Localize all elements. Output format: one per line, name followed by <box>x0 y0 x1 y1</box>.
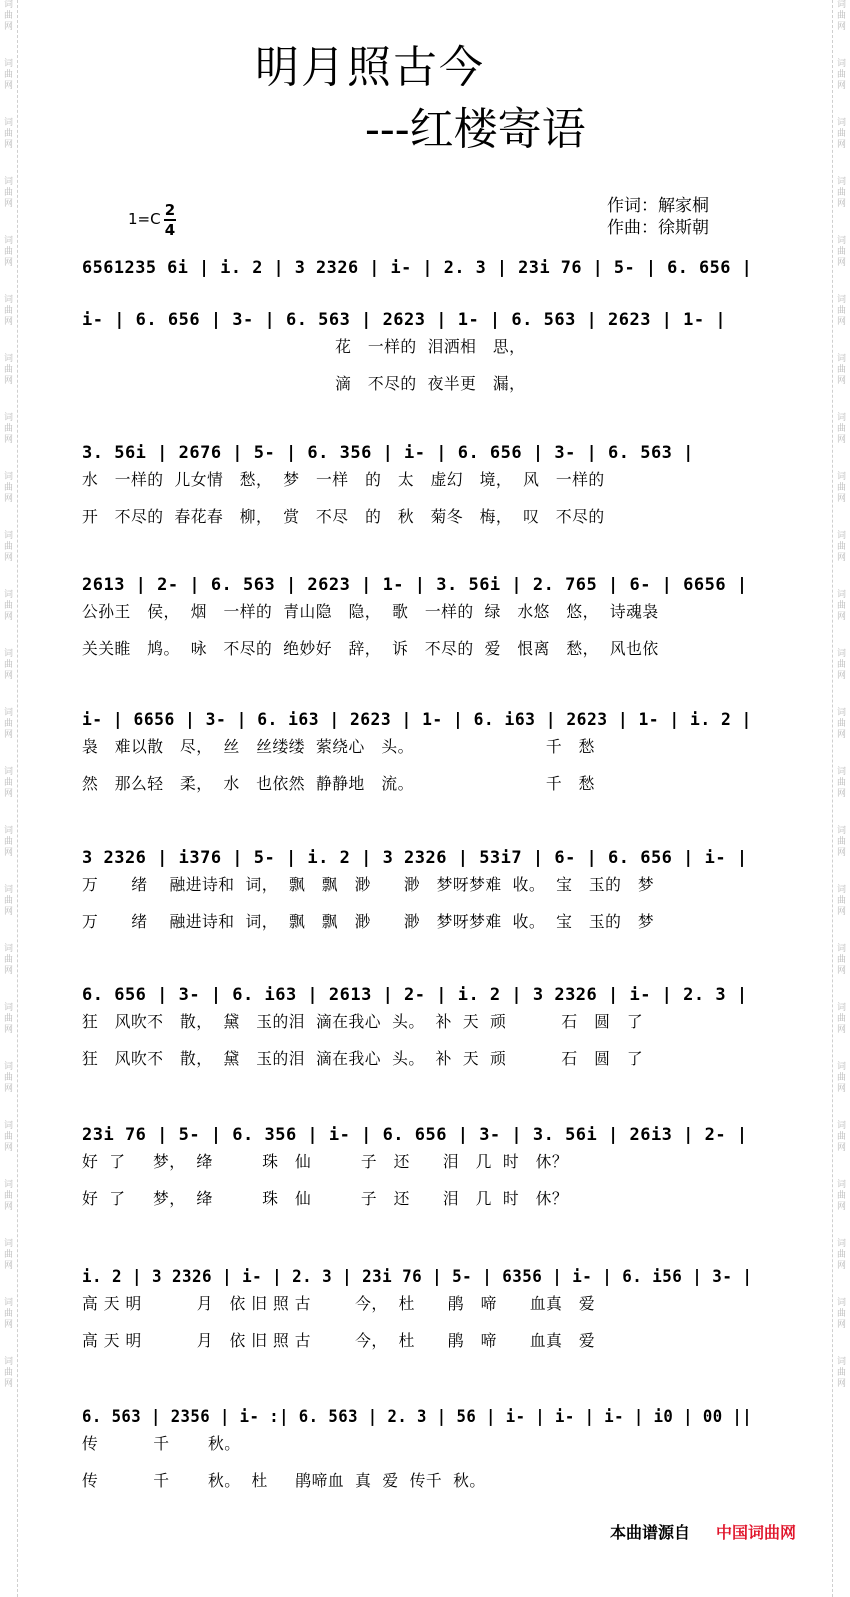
credits <box>607 195 709 239</box>
right-watermark-unit <box>837 59 846 92</box>
watermark-char: 曲 <box>3 1073 13 1083</box>
lyric-line-verse-2: 滴 不尽的 夜半更 漏， <box>82 374 526 393</box>
watermark-char: 网 <box>836 671 846 681</box>
watermark-char: 曲 <box>836 1132 846 1142</box>
song-title: 明月照古今 <box>255 42 485 93</box>
watermark-char: 词 <box>3 59 13 69</box>
watermark-char: 网 <box>3 81 13 91</box>
left-watermark-unit <box>4 295 13 328</box>
watermark-char: 网 <box>3 730 13 740</box>
watermark-char: 网 <box>3 553 13 563</box>
watermark-char: 词 <box>3 649 13 659</box>
left-watermark-unit <box>4 531 13 564</box>
right-watermark-unit <box>837 1180 846 1213</box>
notation-row <box>82 980 762 1010</box>
watermark-char: 曲 <box>3 1309 13 1319</box>
watermark-char: 词 <box>836 118 846 128</box>
watermark-char: 词 <box>836 590 846 600</box>
watermark-char: 词 <box>836 354 846 364</box>
watermark-char: 曲 <box>836 188 846 198</box>
watermark-char: 词 <box>3 1357 13 1367</box>
watermark-char: 网 <box>836 848 846 858</box>
watermark-char: 网 <box>836 553 846 563</box>
watermark-char: 词 <box>3 1121 13 1131</box>
watermark-char: 网 <box>836 1202 846 1212</box>
lyric-line-verse-1: 狂 风吹不 散， 黛 玉的泪 滴在我心 头。 补 天 顽 石 圆 了 <box>82 1012 644 1031</box>
left-watermark-unit <box>4 1062 13 1095</box>
watermark-char: 词 <box>3 1062 13 1072</box>
watermark-char: 曲 <box>836 1368 846 1378</box>
watermark-char: 网 <box>836 494 846 504</box>
watermark-char: 网 <box>3 22 13 32</box>
watermark-char: 词 <box>3 118 13 128</box>
left-watermark-unit <box>4 944 13 977</box>
notation-line: 6. 563 | 2356 | i- :| 6. 563 | 2. 3 | 56 | i- | i- | i- | i0 | 00 || <box>82 1407 753 1427</box>
watermark-char: 词 <box>3 1239 13 1249</box>
watermark-char: 词 <box>3 295 13 305</box>
right-watermark-unit <box>837 944 846 977</box>
lyric-line-verse-1: 袅 难以散 尽， 丝 丝缕缕 萦绕心 头。 千 愁 <box>82 737 595 756</box>
lyric-line-verse-1: 水 一样的 儿女情 愁， 梦 一样 的 太 虚幻 境， 风 一样的 <box>82 470 605 489</box>
watermark-char: 词 <box>3 413 13 423</box>
site-name-link[interactable]: 中国词曲网 <box>716 1523 797 1542</box>
watermark-char: 网 <box>3 1379 13 1389</box>
notation-line: 3. 56i | 2676 | 5- | 6. 356 | i- | 6. 656 | 3- | 6. 563 | <box>82 443 694 463</box>
right-watermark-unit <box>837 531 846 564</box>
watermark-char: 词 <box>836 177 846 187</box>
watermark-char: 词 <box>3 590 13 600</box>
watermark-char: 曲 <box>3 129 13 139</box>
watermark-char: 词 <box>836 767 846 777</box>
watermark-char: 词 <box>836 885 846 895</box>
watermark-char: 网 <box>3 258 13 268</box>
left-watermark-unit <box>4 59 13 92</box>
right-watermark-unit <box>837 354 846 387</box>
watermark-char: 曲 <box>836 955 846 965</box>
watermark-char: 词 <box>3 767 13 777</box>
watermark-char: 曲 <box>3 1368 13 1378</box>
right-watermark-unit <box>837 1121 846 1154</box>
left-watermark-unit <box>4 354 13 387</box>
watermark-char: 词 <box>3 708 13 718</box>
right-watermark-unit <box>837 118 846 151</box>
watermark-char: 网 <box>836 199 846 209</box>
watermark-char: 词 <box>836 531 846 541</box>
right-watermark-unit <box>837 708 846 741</box>
notation-row <box>82 305 762 335</box>
watermark-char: 网 <box>836 730 846 740</box>
left-watermark-unit <box>4 826 13 859</box>
notation-row <box>82 1262 762 1292</box>
notation-line: 6. 656 | 3- | 6. i63 | 2613 | 2- | i. 2 | 3 2326 | i- | 2. 3 | <box>82 985 748 1005</box>
left-watermark-unit <box>4 177 13 210</box>
watermark-char: 曲 <box>836 1191 846 1201</box>
watermark-char: 曲 <box>3 483 13 493</box>
left-watermark-unit <box>4 118 13 151</box>
watermark-char: 网 <box>836 1379 846 1389</box>
right-watermark-unit <box>837 649 846 682</box>
watermark-char: 网 <box>836 966 846 976</box>
right-watermark-unit <box>837 413 846 446</box>
watermark-char: 词 <box>836 944 846 954</box>
watermark-char: 曲 <box>836 896 846 906</box>
notation-row <box>82 438 762 468</box>
watermark-char: 曲 <box>836 306 846 316</box>
watermark-char: 曲 <box>3 1250 13 1260</box>
right-watermark-unit <box>837 236 846 269</box>
right-watermark-unit <box>837 590 846 623</box>
watermark-char: 词 <box>836 0 846 10</box>
right-watermark-unit <box>837 177 846 210</box>
watermark-char: 网 <box>3 1261 13 1271</box>
watermark-char: 词 <box>836 649 846 659</box>
lyric-line-verse-2: 传 千 秋。 杜 鹃啼血 真 爱 传千 秋。 <box>82 1471 486 1490</box>
watermark-char: 曲 <box>3 719 13 729</box>
right-watermark-unit <box>837 0 846 33</box>
left-watermark-unit <box>4 1298 13 1331</box>
watermark-char: 网 <box>3 848 13 858</box>
watermark-char: 词 <box>3 0 13 10</box>
watermark-char: 曲 <box>3 896 13 906</box>
lyric-line-verse-2: 然 那么轻 柔， 水 也依然 静静地 流。 千 愁 <box>82 774 595 793</box>
watermark-char: 曲 <box>3 837 13 847</box>
watermark-char: 曲 <box>3 955 13 965</box>
watermark-char: 词 <box>836 1180 846 1190</box>
left-watermark-unit <box>4 472 13 505</box>
watermark-char: 词 <box>836 1003 846 1013</box>
watermark-char: 曲 <box>3 1014 13 1024</box>
notation-row <box>82 1402 762 1432</box>
left-watermark-unit <box>4 1357 13 1390</box>
watermark-char: 曲 <box>836 1073 846 1083</box>
lyric-line-verse-1: 公孙王 侯， 烟 一样的 青山隐 隐， 歌 一样的 绿 水悠 悠， 诗魂袅 <box>82 602 659 621</box>
right-watermark-strip <box>832 0 850 1597</box>
watermark-char: 词 <box>836 236 846 246</box>
lyricist-credit: 作词：解家桐 <box>607 196 709 216</box>
right-watermark-unit <box>837 767 846 800</box>
notation-line: i- | 6. 656 | 3- | 6. 563 | 2623 | 1- | 6. 563 | 2623 | 1- | <box>82 310 727 330</box>
watermark-char: 词 <box>3 177 13 187</box>
watermark-char: 词 <box>3 885 13 895</box>
watermark-char: 曲 <box>3 247 13 257</box>
watermark-char: 曲 <box>836 778 846 788</box>
watermark-char: 网 <box>3 907 13 917</box>
watermark-char: 曲 <box>3 306 13 316</box>
watermark-char: 词 <box>836 472 846 482</box>
song-subtitle: ---红楼寄语 <box>365 104 586 155</box>
watermark-char: 网 <box>3 317 13 327</box>
watermark-char: 曲 <box>836 247 846 257</box>
watermark-char: 网 <box>3 140 13 150</box>
watermark-char: 曲 <box>836 129 846 139</box>
left-watermark-unit <box>4 649 13 682</box>
watermark-char: 曲 <box>836 1309 846 1319</box>
watermark-char: 曲 <box>836 601 846 611</box>
watermark-char: 网 <box>836 789 846 799</box>
right-watermark-unit <box>837 1003 846 1036</box>
watermark-char: 网 <box>3 1320 13 1330</box>
watermark-char: 词 <box>836 1239 846 1249</box>
watermark-char: 网 <box>3 1084 13 1094</box>
watermark-char: 词 <box>836 708 846 718</box>
notation-line: 23i 76 | 5- | 6. 356 | i- | 6. 656 | 3- | 3. 56i | 26i3 | 2- | <box>82 1125 748 1145</box>
time-signature <box>164 202 176 238</box>
time-denominator: 4 <box>164 221 176 239</box>
watermark-char: 网 <box>836 1320 846 1330</box>
watermark-char: 曲 <box>3 778 13 788</box>
watermark-char: 曲 <box>836 1014 846 1024</box>
watermark-char: 网 <box>836 612 846 622</box>
left-watermark-strip <box>0 0 18 1597</box>
notation-line: 3 2326 | i376 | 5- | i. 2 | 3 2326 | 53i7 | 6- | 6. 656 | i- | <box>82 848 748 868</box>
watermark-char: 网 <box>836 435 846 445</box>
left-watermark-unit <box>4 236 13 269</box>
lyric-line-verse-1: 好 了 梦， 绛 珠 仙 子 还 泪 几 时 休？ <box>82 1152 569 1171</box>
watermark-char: 曲 <box>836 660 846 670</box>
lyric-line-verse-2: 狂 风吹不 散， 黛 玉的泪 滴在我心 头。 补 天 顽 石 圆 了 <box>82 1049 644 1068</box>
lyric-line-verse-2: 高 天 明 月 依 旧 照 古 今， 杜 鹃 啼 血真 爱 <box>82 1331 596 1350</box>
watermark-char: 网 <box>836 1261 846 1271</box>
notation-row <box>82 253 762 283</box>
time-numerator: 2 <box>164 201 176 219</box>
watermark-char: 网 <box>836 258 846 268</box>
watermark-char: 词 <box>3 531 13 541</box>
watermark-char: 网 <box>836 907 846 917</box>
watermark-char: 曲 <box>836 719 846 729</box>
watermark-char: 网 <box>836 81 846 91</box>
watermark-char: 曲 <box>3 542 13 552</box>
left-watermark-unit <box>4 885 13 918</box>
lyric-line-verse-1: 万 绪 融进诗和 词， 飘 飘 渺 渺 梦呀梦难 收。 宝 玉的 梦 <box>82 875 655 894</box>
left-watermark-unit <box>4 1239 13 1272</box>
watermark-char: 词 <box>836 826 846 836</box>
notation-line: 6561235 6i | i. 2 | 3 2326 | i- | 2. 3 | 23i 76 | 5- | 6. 656 | <box>82 258 753 278</box>
watermark-char: 曲 <box>3 1132 13 1142</box>
right-watermark-unit <box>837 472 846 505</box>
composer-credit: 作曲：徐斯朝 <box>607 218 709 238</box>
watermark-char: 词 <box>3 1003 13 1013</box>
watermark-char: 网 <box>3 789 13 799</box>
watermark-char: 曲 <box>3 660 13 670</box>
lyric-line-verse-2: 开 不尽的 春花春 柳， 赏 不尽 的 秋 菊冬 梅， 叹 不尽的 <box>82 507 605 526</box>
notation-line: i. 2 | 3 2326 | i- | 2. 3 | 23i 76 | 5- | 6356 | i- | 6. i56 | 3- | <box>82 1267 753 1287</box>
watermark-char: 曲 <box>836 1250 846 1260</box>
watermark-char: 曲 <box>836 483 846 493</box>
watermark-char: 网 <box>3 671 13 681</box>
watermark-char: 网 <box>836 317 846 327</box>
watermark-char: 词 <box>3 354 13 364</box>
notation-row <box>82 705 762 735</box>
watermark-char: 网 <box>836 376 846 386</box>
watermark-char: 曲 <box>836 365 846 375</box>
left-watermark-unit <box>4 413 13 446</box>
watermark-char: 网 <box>3 1143 13 1153</box>
notation-row <box>82 570 762 600</box>
watermark-char: 网 <box>836 1025 846 1035</box>
lyric-line-verse-2: 关关睢 鸠。 咏 不尽的 绝妙好 辞， 诉 不尽的 爱 恨离 愁， 风也依 <box>82 639 659 658</box>
watermark-char: 网 <box>836 1084 846 1094</box>
lyric-line-verse-1: 传 千 秋。 <box>82 1434 241 1453</box>
watermark-char: 曲 <box>836 11 846 21</box>
watermark-char: 曲 <box>3 70 13 80</box>
notation-row <box>82 843 762 873</box>
watermark-char: 网 <box>3 612 13 622</box>
watermark-char: 词 <box>3 236 13 246</box>
watermark-char: 词 <box>836 1357 846 1367</box>
key-label: 1=C <box>128 210 161 228</box>
watermark-char: 词 <box>3 826 13 836</box>
left-watermark-unit <box>4 1003 13 1036</box>
watermark-char: 词 <box>3 1298 13 1308</box>
watermark-char: 曲 <box>3 1191 13 1201</box>
watermark-char: 网 <box>836 1143 846 1153</box>
watermark-char: 词 <box>3 944 13 954</box>
lyric-line-verse-1: 花 一样的 泪洒相 思， <box>82 337 526 356</box>
left-watermark-unit <box>4 1121 13 1154</box>
watermark-char: 曲 <box>3 424 13 434</box>
lyric-line-verse-2: 好 了 梦， 绛 珠 仙 子 还 泪 几 时 休？ <box>82 1189 569 1208</box>
notation-row <box>82 1120 762 1150</box>
left-watermark-unit <box>4 0 13 33</box>
right-watermark-unit <box>837 826 846 859</box>
watermark-char: 词 <box>836 295 846 305</box>
watermark-char: 网 <box>3 966 13 976</box>
watermark-char: 曲 <box>836 837 846 847</box>
watermark-char: 网 <box>3 376 13 386</box>
watermark-char: 曲 <box>3 188 13 198</box>
watermark-char: 网 <box>3 1202 13 1212</box>
watermark-char: 曲 <box>3 601 13 611</box>
left-watermark-unit <box>4 1180 13 1213</box>
watermark-char: 网 <box>836 140 846 150</box>
watermark-char: 词 <box>836 59 846 69</box>
watermark-char: 曲 <box>3 11 13 21</box>
watermark-char: 词 <box>3 472 13 482</box>
watermark-char: 网 <box>3 199 13 209</box>
watermark-char: 曲 <box>836 424 846 434</box>
right-watermark-unit <box>837 1062 846 1095</box>
watermark-char: 词 <box>836 413 846 423</box>
watermark-char: 网 <box>3 494 13 504</box>
left-watermark-unit <box>4 767 13 800</box>
left-watermark-unit <box>4 590 13 623</box>
watermark-char: 曲 <box>836 70 846 80</box>
watermark-char: 词 <box>836 1121 846 1131</box>
watermark-char: 曲 <box>836 542 846 552</box>
right-watermark-unit <box>837 1357 846 1390</box>
watermark-char: 词 <box>836 1298 846 1308</box>
right-watermark-unit <box>837 295 846 328</box>
source-label: 本曲谱源自 <box>610 1523 691 1542</box>
notation-line: i- | 6656 | 3- | 6. i63 | 2623 | 1- | 6. i63 | 2623 | 1- | i. 2 | <box>82 710 752 730</box>
right-watermark-unit <box>837 885 846 918</box>
watermark-char: 网 <box>836 22 846 32</box>
right-watermark-unit <box>837 1298 846 1331</box>
watermark-char: 词 <box>836 1062 846 1072</box>
right-watermark-unit <box>837 1239 846 1272</box>
lyric-line-verse-2: 万 绪 融进诗和 词， 飘 飘 渺 渺 梦呀梦难 收。 宝 玉的 梦 <box>82 912 655 931</box>
watermark-char: 曲 <box>3 365 13 375</box>
watermark-char: 网 <box>3 435 13 445</box>
left-watermark-unit <box>4 708 13 741</box>
lyric-line-verse-1: 高 天 明 月 依 旧 照 古 今， 杜 鹃 啼 血真 爱 <box>82 1294 596 1313</box>
watermark-char: 词 <box>3 1180 13 1190</box>
watermark-char: 网 <box>3 1025 13 1035</box>
notation-line: 2613 | 2- | 6. 563 | 2623 | 1- | 3. 56i | 2. 765 | 6- | 6656 | <box>82 575 748 595</box>
